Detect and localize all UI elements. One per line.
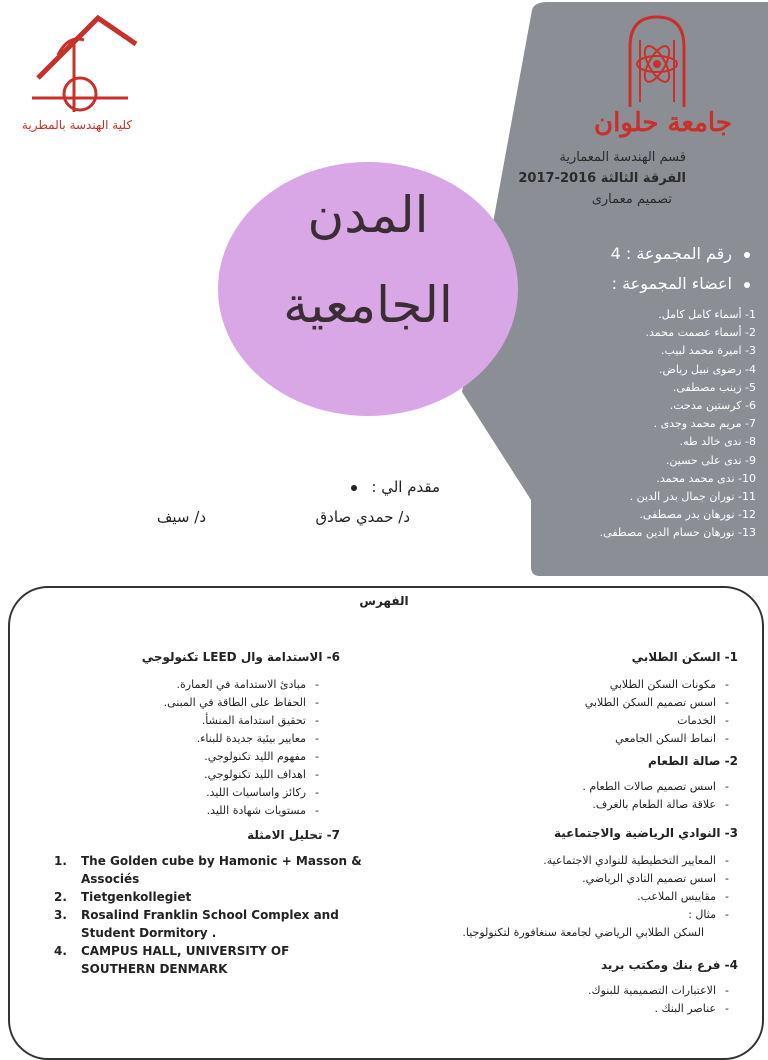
member-item: 12- نورهان بدر مصطفى. [639,508,756,522]
index-sub-item: -علاقة صالة الطعام بالغرف. [592,798,729,811]
index-section-1: 1- السكن الطلابي [631,650,738,664]
bullet-icon [351,485,357,491]
presented-to-text: مقدم الي : [371,478,440,496]
index-section-6: 6- الاستدامة وال LEED تكنولوجي [141,650,340,664]
member-item: 3- اميرة محمد لبيب. [661,344,756,358]
index-sub-item: -مكونات السكن الطلابي [609,678,729,691]
member-item: 6- كرستين مدحت. [669,399,756,413]
bullet-icon [744,252,750,258]
member-item: 2- أسماء عصمت محمد. [645,326,756,340]
title-line-1: المدن [307,186,429,244]
member-item: 8- ندى خالد طه. [679,435,756,449]
index-sub-item: -اهداف الليد تكنولوجي. [204,768,319,781]
bullet-icon [744,282,750,288]
index-sub-item: -الاعتبارات التصميمية للبنوك. [588,984,729,997]
group-number [611,244,750,263]
index-sub-item: -انماط السكن الجامعي [615,732,729,745]
index-sub-item: -مقاييس الملاعب. [637,890,729,903]
example-item: 2. Tietgenkollegiet [54,890,192,904]
member-item: 7- مريم محمد وجدى . [653,417,756,431]
index-sub-item: -ركائز واساسيات الليد. [206,786,319,799]
index-section-3: 3- النوادي الرياضية والاجتماعية [553,826,738,840]
faculty-logo [28,10,140,120]
member-item: 9- ندى على حسين. [665,453,756,467]
member-item: 13- نورهان حسام الدين مصطفى. [599,526,756,540]
presented-to-label [330,478,440,496]
index-sub-item: -الخدمات [677,714,729,727]
class-year: الفرقة الثالثة 2016-2017 [518,171,686,186]
department-name: قسم الهندسة المعمارية [559,150,686,165]
index-sub-item: -معايير بيئية جديدة للبناء. [196,732,319,745]
index-title: الفهرس [359,594,409,608]
index-section-4: 4- فرع بنك ومكتب بريد [600,958,738,972]
supervisor-1: د/ حمدي صادق [315,508,410,526]
index-section-7: 7- تحليل الامثلة [247,828,340,842]
university-logo-icon [622,12,692,112]
index-sub-item: -اسس تصميم النادي الرياضي. [582,872,729,885]
index-sub-item: -مبادئ الاستدامة في العمارة. [176,678,319,691]
index-example-note: السكن الطلابي الرياضي لجامعة سنغافورة لتكنولوجيا. [462,926,704,939]
index-section-2: 2- صالة الطعام [648,754,738,768]
supervisor-2: د/ سيف [156,508,206,526]
index-sub-item: -الحفاظ على الطاقة في المبنى. [163,696,319,709]
example-item: 1. The Golden cube by Hamonic + Masson & Associés [54,854,362,886]
index-sub-item: -اسس تصميم صالات الطعام . [582,780,729,793]
member-item: 1- أسماء كامل كامل. [658,308,756,321]
group-number-text: رقم المجموعة : 4 [610,244,732,263]
group-members-heading [612,274,750,293]
title-line-2: الجامعية [283,276,453,334]
index-sub-item: -اسس تصميم السكن الطلابي [584,696,729,709]
index-sub-item: -المعايير التخطيطية للنوادي الاجتماعية. [543,854,729,867]
index-sub-item: -مفهوم الليد تكنولوجي. [204,750,319,763]
university-name: جامعة حلوان [594,108,732,138]
member-item: 5- زينب مصطفى. [672,380,756,394]
index-sub-item: -تحقيق استدامة المنشأ. [201,714,319,727]
course-name: تصميم معمارى [591,192,672,207]
group-members-heading-text: اعضاء المجموعة : [611,274,732,293]
faculty-caption: كلية الهندسة بالمطرية [21,118,133,132]
index-sub-item: -مثال : [688,908,729,921]
member-item: 4- رضوى نبيل رياض. [659,362,756,376]
member-item: 10- ندى محمد محمد. [656,471,756,485]
group-members-list [556,306,756,543]
examples-list [54,852,364,978]
index-sub-item: -عناصر البنك . [654,1002,729,1015]
example-item: 4. CAMPUS HALL, UNIVERSITY OF SOUTHERN DENMARK [54,944,290,976]
index-sub-item: -مستويات شهادة الليد. [206,804,319,817]
member-item: 11- نوران جمال بدر الدين . [629,490,756,504]
example-item: 3. Rosalind Franklin School Complex and Student Dormitory . [54,908,339,940]
